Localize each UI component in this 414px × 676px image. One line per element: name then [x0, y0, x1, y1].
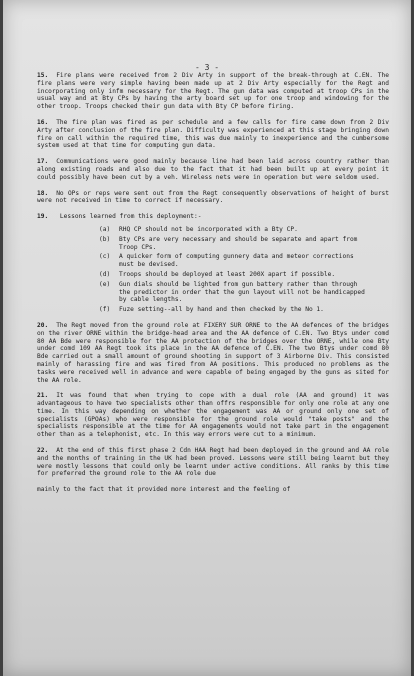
- lesson-item: [99, 226, 369, 234]
- paragraph-text: Fire plans were received from 2 Div Arty in support of the break-through at C.EN. The fire plans were very simple having been made up at 2 Div Arty especially for the Regt and incorporating only infm necessary for the Regt. The gun data was computed at troop CPs in the usual way and at Bty CPs by having the arty board set up for one troop and windowing for the other troop. Troops checked their gun data with Bty CP before firing.: [37, 72, 389, 111]
- paragraph-number: 17.: [37, 158, 49, 166]
- paragraph: [37, 72, 389, 111]
- document-page: [3, 0, 411, 676]
- lesson-marker: (b): [99, 235, 111, 243]
- paragraph: [37, 447, 389, 478]
- paragraph-number: 15.: [37, 72, 49, 79]
- paragraph-number: 21.: [37, 392, 49, 400]
- paragraph-number: 18.: [37, 189, 49, 197]
- lessons-heading: [37, 213, 389, 221]
- lesson-item: [99, 253, 369, 269]
- paragraph: [37, 158, 389, 181]
- paragraph: [37, 119, 389, 150]
- paragraph-text: The fire plan was fired as per schedule and a few calls for fire came down from 2 Div Arty after conclusion of the fire plan. Difficulty was experienced at this stage bringing down fire on call within the required time, this was due mainly to inexperience and the cumbersome system used at that time for computing gun data.: [37, 118, 389, 150]
- lesson-item: [99, 281, 369, 304]
- cut-off-line: mainly to the fact that it provided more interest and the feeling of: [37, 486, 291, 494]
- lesson-text: A quicker form of computing gunnery data and meteor corrections must be devised.: [119, 253, 354, 269]
- paragraph-text: It was found that when trying to cope with a dual role (AA and ground) it was advantageous to have two specialists other than offrs responsible for only one role at any one time. In this way depending on whether the engagement was AA or ground only one set of specialists (GPOAs) who were responsible for the ground role would "take posts" and the specialists responsible at the time for AA engagements would not take part in the engagement other than as a telephonist, etc. In this way errors were cut to a minimum.: [37, 392, 389, 439]
- paragraph-number: 20.: [37, 321, 49, 329]
- lessons-list: [37, 226, 389, 314]
- paragraphs-after: [37, 322, 389, 478]
- lesson-marker: (a): [99, 225, 111, 233]
- paragraph-text: At the end of this first phase 2 Cdn HAA Regt had been deployed in the ground and AA role and the months of training in the UK had been proved. Lessons were still being learnt but they were mostly lessons that could only be learnt under active conditions. All ranks by this time for preferred the ground role to the AA role due: [37, 447, 389, 478]
- paragraph-number: 22.: [37, 447, 49, 455]
- paragraph-text: The Regt moved from the ground role at FIXERY SUR ORNE to the AA defences of the bridges on the river ORNE within the bridge-head area and the AA defence of C.EN. Two Btys under comd 80 AA Bde were responsible for the AA protection of the bridges over the ORNE, while one Bty under comd 109 AA Regt took its place in the AA defence of C.EN. The two Btys under comd 80 Bde carried out a small amount of ground shooting in support of 3 Airborne Div. This consisted mainly of harassing fire and was fired from AA positions. This produced no problems as the tasks were received well in advance and were capable of being engaged by the guns as sited for the AA role.: [37, 321, 389, 384]
- lesson-text: Troops should be deployed at least 200X apart if possible.: [119, 270, 336, 278]
- paragraph: [37, 322, 389, 384]
- paragraphs-before: [37, 72, 389, 205]
- page-number: - 3 -: [194, 63, 220, 72]
- lesson-marker: (c): [99, 253, 111, 261]
- lesson-marker: (e): [99, 280, 111, 288]
- lesson-text: RHQ CP should not be incorporated with a Bty CP.: [119, 225, 298, 233]
- lesson-text: Fuze setting--all by hand and then checked by the No 1.: [119, 306, 324, 314]
- paragraph-number: 16.: [37, 118, 49, 126]
- lesson-item: [99, 306, 369, 314]
- paragraph-text: Communications were good mainly because line had been laid across country rather than along existing roads and also due to the fact that it had been built up at every point it could possibly have been cut by a veh. Wireless nets were in operation but were seldom used.: [37, 158, 389, 181]
- lesson-text: Gun dials should be lighted from gun battery rather than through the predictor in order that the gun layout will not be handicapped by cable lengths.: [119, 280, 365, 304]
- lesson-marker: (d): [99, 270, 111, 278]
- paragraph-number: 19.: [37, 213, 49, 221]
- lesson-item: [99, 236, 369, 252]
- lessons-heading-text: Lessons learned from this deployment:-: [59, 213, 202, 221]
- document-body: [37, 72, 389, 493]
- paragraph-text: No OPs or reps were sent out from the Regt consequently observations of height of burst were not received in time to correct if necessary.: [37, 189, 389, 205]
- lesson-item: [99, 271, 369, 279]
- paragraph: [37, 392, 389, 439]
- paragraph: [37, 190, 389, 206]
- lesson-text: Bty CPs are very necessary and should be separate and apart from Troop CPs.: [119, 235, 358, 251]
- lesson-marker: (f): [99, 306, 111, 314]
